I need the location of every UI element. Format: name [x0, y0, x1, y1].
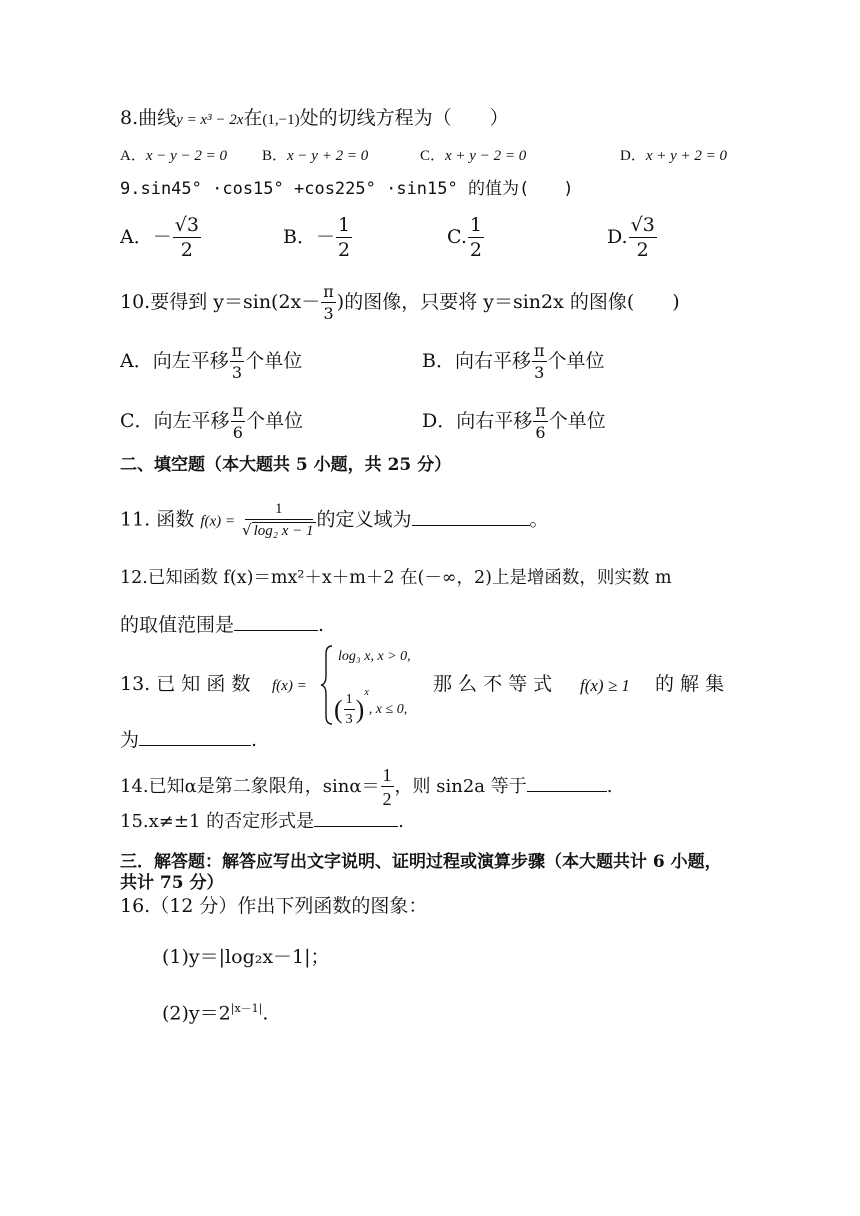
- q15: 15.x≠±1 的否定形式是 .: [120, 808, 404, 835]
- q9-stem: 9.sin45° ·cos15° +cos225° ·sin15° 的值为( ): [120, 179, 574, 199]
- q8-option-b: B．x − y + 2 = 0: [262, 148, 369, 164]
- section-3-title-line2: 共计 75 分）: [120, 873, 224, 893]
- q13-brace: [320, 644, 334, 726]
- section-3-title-line1: 三．解答题：解答应写出文字说明、证明过程或演算步骤（本大题共计 6 小题，: [120, 852, 722, 872]
- q10-option-d: D．向右平移 $\frac{\pi}{6}$ 个单位: [422, 401, 606, 442]
- q12-answer-blank[interactable]: [234, 612, 318, 631]
- q13-inequality: f(x) ≥ 1: [580, 676, 630, 695]
- q14: 14.已知α是第二象限角，sinα＝ $\frac{1}{2}$ ，则 sin2a 等于 .: [120, 765, 613, 809]
- q15-answer-blank[interactable]: [314, 808, 398, 827]
- q9-option-c: C. $\frac{1}{2}$: [447, 214, 482, 261]
- q16-part-2: $(2)y=2^{|x-1|}$.: [162, 1002, 269, 1025]
- q13-line2: 为 .: [120, 729, 258, 751]
- q11: 11. 函数 f(x) = $\frac{1}{\text{√ log₂ x − 1}}$ 的定义域为 。: [120, 501, 549, 539]
- q10-option-b: B．向右平移 $\frac{\pi}{3}$ 个单位: [422, 341, 605, 382]
- q16-stem: 16.（12 分）作出下列函数的图象：: [120, 895, 428, 917]
- q11-answer-blank[interactable]: [412, 507, 530, 526]
- q10-stem: 10.要得到 y＝sin(2x－ $\frac{\pi}{3}$ )的图像，只要将 y＝sin2x 的图像( ): [120, 282, 680, 323]
- q13-answer-blank[interactable]: [139, 727, 251, 746]
- q8-option-c: C．x + y − 2 = 0: [420, 148, 527, 164]
- q13-mid: 那 么 不 等 式: [433, 673, 553, 695]
- q10-option-c: C．向左平移 $\frac{\pi}{6}$ 个单位: [120, 401, 304, 442]
- q8-option-d: D．x + y + 2 = 0: [620, 148, 728, 164]
- section-2-title: 二、填空题（本大题共 5 小题，共 25 分）: [120, 455, 452, 475]
- q9-option-b: B．－ $\frac{1}{2}$: [283, 214, 351, 261]
- q13-pre: 13. 已 知 函 数: [120, 673, 251, 695]
- q12-line2: 的取值范围是 .: [120, 614, 325, 636]
- q16-part-1: (1)y＝|log₂x－1|；: [162, 946, 330, 968]
- q13-case-1: log₃ x, x > 0,: [338, 649, 411, 664]
- q8-stem: 8.曲线y = x³ − 2x在(1,−1)处的切线方程为（ ）: [120, 107, 509, 129]
- q9-option-d: D. $\frac{√3}{2}$: [607, 214, 655, 261]
- q9-option-a: A．－ $\frac{√3}{2}$: [120, 214, 199, 261]
- q12-line1: 12.已知函数 f(x)＝mx²＋x＋m＋2 在(－∞，2)上是增函数，则实数 m: [120, 568, 672, 588]
- q13-post: 的 解 集: [655, 673, 725, 695]
- q14-answer-blank[interactable]: [527, 773, 607, 792]
- q10-option-a: A．向左平移 $\frac{\pi}{3}$ 个单位: [120, 341, 303, 382]
- q13-func: f(x) =: [272, 678, 307, 694]
- q13-case-2: ( $\frac{1}{3}$ )$^x$, x ≤ 0,: [334, 687, 408, 727]
- q8-option-a: A．x − y − 2 = 0: [120, 148, 228, 164]
